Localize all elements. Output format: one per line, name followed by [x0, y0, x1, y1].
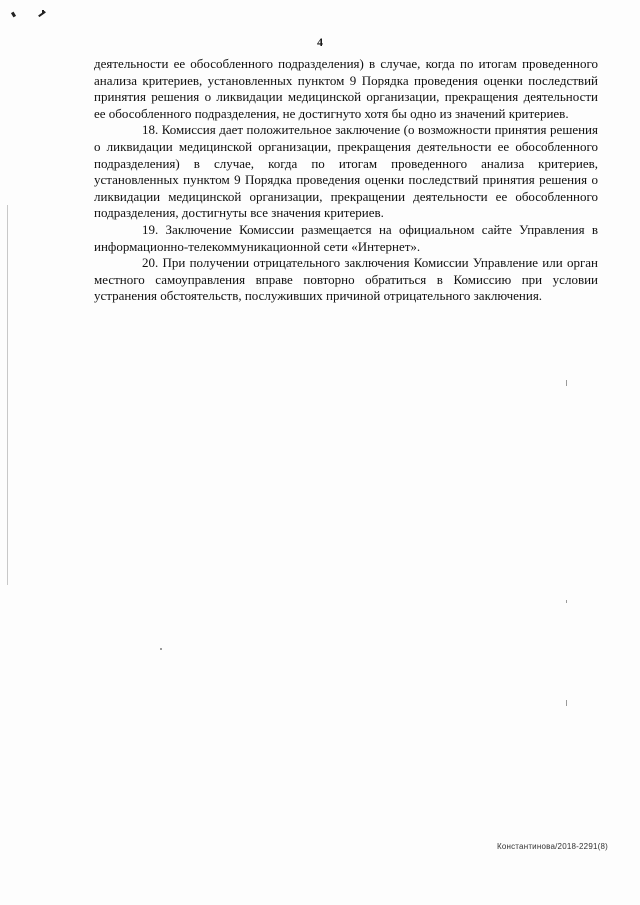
scan-speck: [160, 648, 162, 650]
scan-speck: [566, 700, 567, 706]
scan-artifact-mark: [42, 10, 44, 13]
document-registration-code: Константинова/2018-2291(8): [496, 842, 608, 851]
paragraph-19: 19. Заключение Комиссии размещается на официальном сайте Управления в информационно-телекоммуникационной сети «Интернет».: [94, 221, 598, 254]
scan-edge-line: [7, 205, 8, 585]
paragraph-18: 18. Комиссия дает положительное заключение (о возможности принятия решения о ликвидации медицинской организации, прекращения деятельности ее обособленного подразделения) в случае, когда по итогам проведенного анализа критериев, установленных пунктом 9 Порядка проведения оценки последствий принятия решения о ликвидации медицинской организации, прекращении деятельности ее обособленного подразделения, достигнуты все значения критериев.: [94, 122, 598, 221]
scan-speck: [566, 380, 567, 386]
scan-artifact-mark: [11, 12, 16, 18]
scan-speck: [566, 600, 567, 603]
paragraph-20: 20. При получении отрицательного заключения Комиссии Управление или орган местного самоуправления вправе повторно обратиться в Комиссию при условии устранения обстоятельств, послуживших причиной отрицательного заключения.: [94, 255, 598, 304]
page-number: 4: [317, 35, 323, 49]
paragraph-17-continuation: деятельности ее обособленного подразделения) в случае, когда по итогам проведенного анализа критериев, установленных пунктом 9 Порядка проведения оценки последствий принятия решения о ликвидации медицинской организации, прекращения деятельности ее обособленного подразделения, не достигнуто хотя бы одно из значений критериев.: [94, 56, 598, 121]
document-body: [94, 56, 598, 305]
